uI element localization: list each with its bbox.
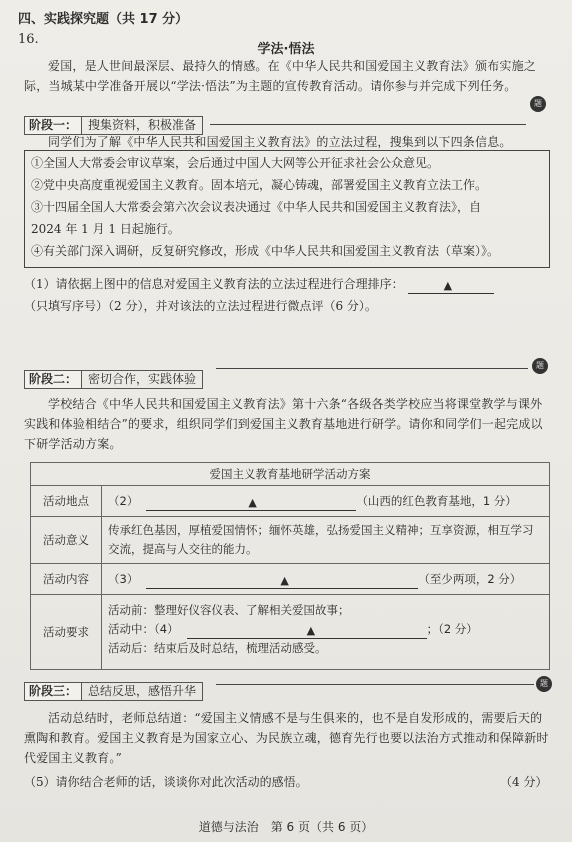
page-footer: 道德与法治 第 6 页（共 6 页） xyxy=(198,820,374,834)
stage1-title: 搜集资料，积极准备 xyxy=(82,116,203,135)
stage3-header xyxy=(24,682,203,701)
stage2-header xyxy=(24,370,203,389)
stamp-icon: 题 xyxy=(536,676,552,692)
divider-line xyxy=(216,368,528,369)
info-item-3: ③十四届全国人大常委会第六次会议表决通过《中华人民共和国爱国主义教育法》，自 xyxy=(31,200,482,214)
stage1-tag: 阶段一： xyxy=(24,116,82,135)
info-box xyxy=(24,150,550,268)
info-item-4: ④有关部门深入调研，反复研究修改，形成《中华人民共和国爱国主义教育法（草案）》。 xyxy=(31,244,500,258)
intro-paragraph: 爱国，是人世间最深层、最持久的情感。在《中华人民共和国爱国主义教育法》颁布实施之际，当城某中学准备开展以“学法·悟法”为主题的宣传教育活动。请你参与并完成下列任务。 xyxy=(24,59,537,93)
question-1-line2: （只填写序号）（2 分），并对该法的立法过程进行微点评（6 分）。 xyxy=(24,299,377,313)
requirement-cell xyxy=(101,594,550,670)
place-cell xyxy=(101,485,550,517)
meaning-label: 活动意义 xyxy=(30,516,102,564)
content-note: （至少两项，2 分） xyxy=(418,572,522,586)
req-during-line xyxy=(108,620,543,639)
stage3-paragraph: 活动总结时，老师总结道：“爱国主义情感不是与生俱来的，也不是自发形成的，需要后天的熏陶和教育。爱国主义教育是为国家立心、为民族立魂，德育先行也要以法治方式推动和保障新时代爱国主义教育。” xyxy=(24,711,549,765)
req-after: 活动后：结束后及时总结，梳理活动感受。 xyxy=(108,641,327,655)
question-5-text: （5）请你结合老师的话，谈谈你对此次活动的感悟。 xyxy=(24,775,308,789)
content-cell xyxy=(101,563,550,595)
question-1-line1 xyxy=(24,274,550,294)
stage3-title: 总结反思，感悟升华 xyxy=(82,682,203,701)
stage1-lead: 同学们为了解《中华人民共和国爱国主义教育法》的立法过程，搜集到以下四条信息。 xyxy=(48,135,512,149)
stamp-icon: 题 xyxy=(532,358,548,374)
blank-marker: ▲ xyxy=(306,624,316,637)
answer-blank-2[interactable] xyxy=(146,496,356,511)
content-num: （3） xyxy=(108,572,139,586)
info-item-1: ①全国人大常委会审议草案，会后通过中国人大网等公开征求社会公众意见。 xyxy=(31,156,440,170)
stage2-title: 密切合作，实践体验 xyxy=(82,370,203,389)
info-item-3-cont: 2024 年 1 月 1 日起施行。 xyxy=(31,222,180,236)
stage3-tag: 阶段三： xyxy=(24,682,82,701)
place-num: （2） xyxy=(108,494,139,508)
req-during: 活动中：（4） xyxy=(108,622,179,636)
stamp-icon: 题 xyxy=(530,96,546,112)
question-title: 学法·悟法 xyxy=(257,42,315,57)
meaning-cell: 传承红色基因，厚植爱国情怀；缅怀英雄，弘扬爱国主义精神；互享资源，相互学习交流，提高与人交往的能力。 xyxy=(101,516,550,564)
req-before: 活动前：整理好仪容仪表、了解相关爱国故事； xyxy=(108,603,350,617)
requirement-label: 活动要求 xyxy=(30,594,102,670)
blank-marker: ▲ xyxy=(248,496,257,509)
req-during-end: ；（2 分） xyxy=(426,622,478,636)
table-title: 爱国主义教育基地研学活动方案 xyxy=(30,462,550,486)
answer-blank-3[interactable] xyxy=(146,574,418,589)
blank-marker: ▲ xyxy=(280,574,289,587)
question-number: 16. xyxy=(18,32,39,47)
answer-blank-1[interactable] xyxy=(408,279,494,294)
divider-line xyxy=(216,684,534,685)
question-5 xyxy=(24,772,550,792)
place-note: （山西的红色教育基地，1 分） xyxy=(356,494,517,508)
stage2-paragraph: 学校结合《中华人民共和国爱国主义教育法》第十六条“各级各类学校应当将课堂教学与课外实践和体验相结合”的要求，组织同学们到爱国主义教育基地进行研学。请你和同学们一起完成以下研学活动方案。 xyxy=(24,397,543,451)
blank-marker: ▲ xyxy=(443,279,453,292)
question-5-score: （4 分） xyxy=(500,775,548,789)
answer-blank-4[interactable] xyxy=(187,624,427,639)
info-item-2: ②党中央高度重视爱国主义教育。固本培元，凝心铸魂，部署爱国主义教育立法工作。 xyxy=(31,178,488,192)
divider-line xyxy=(210,124,526,125)
stage2-tag: 阶段二： xyxy=(24,370,82,389)
place-label: 活动地点 xyxy=(30,485,102,517)
question-1-text: （1）请依据上图中的信息对爱国主义教育法的立法过程进行合理排序： xyxy=(24,277,404,291)
section-title: 四、实践探究题（共 17 分） xyxy=(18,12,189,27)
content-label: 活动内容 xyxy=(30,563,102,595)
